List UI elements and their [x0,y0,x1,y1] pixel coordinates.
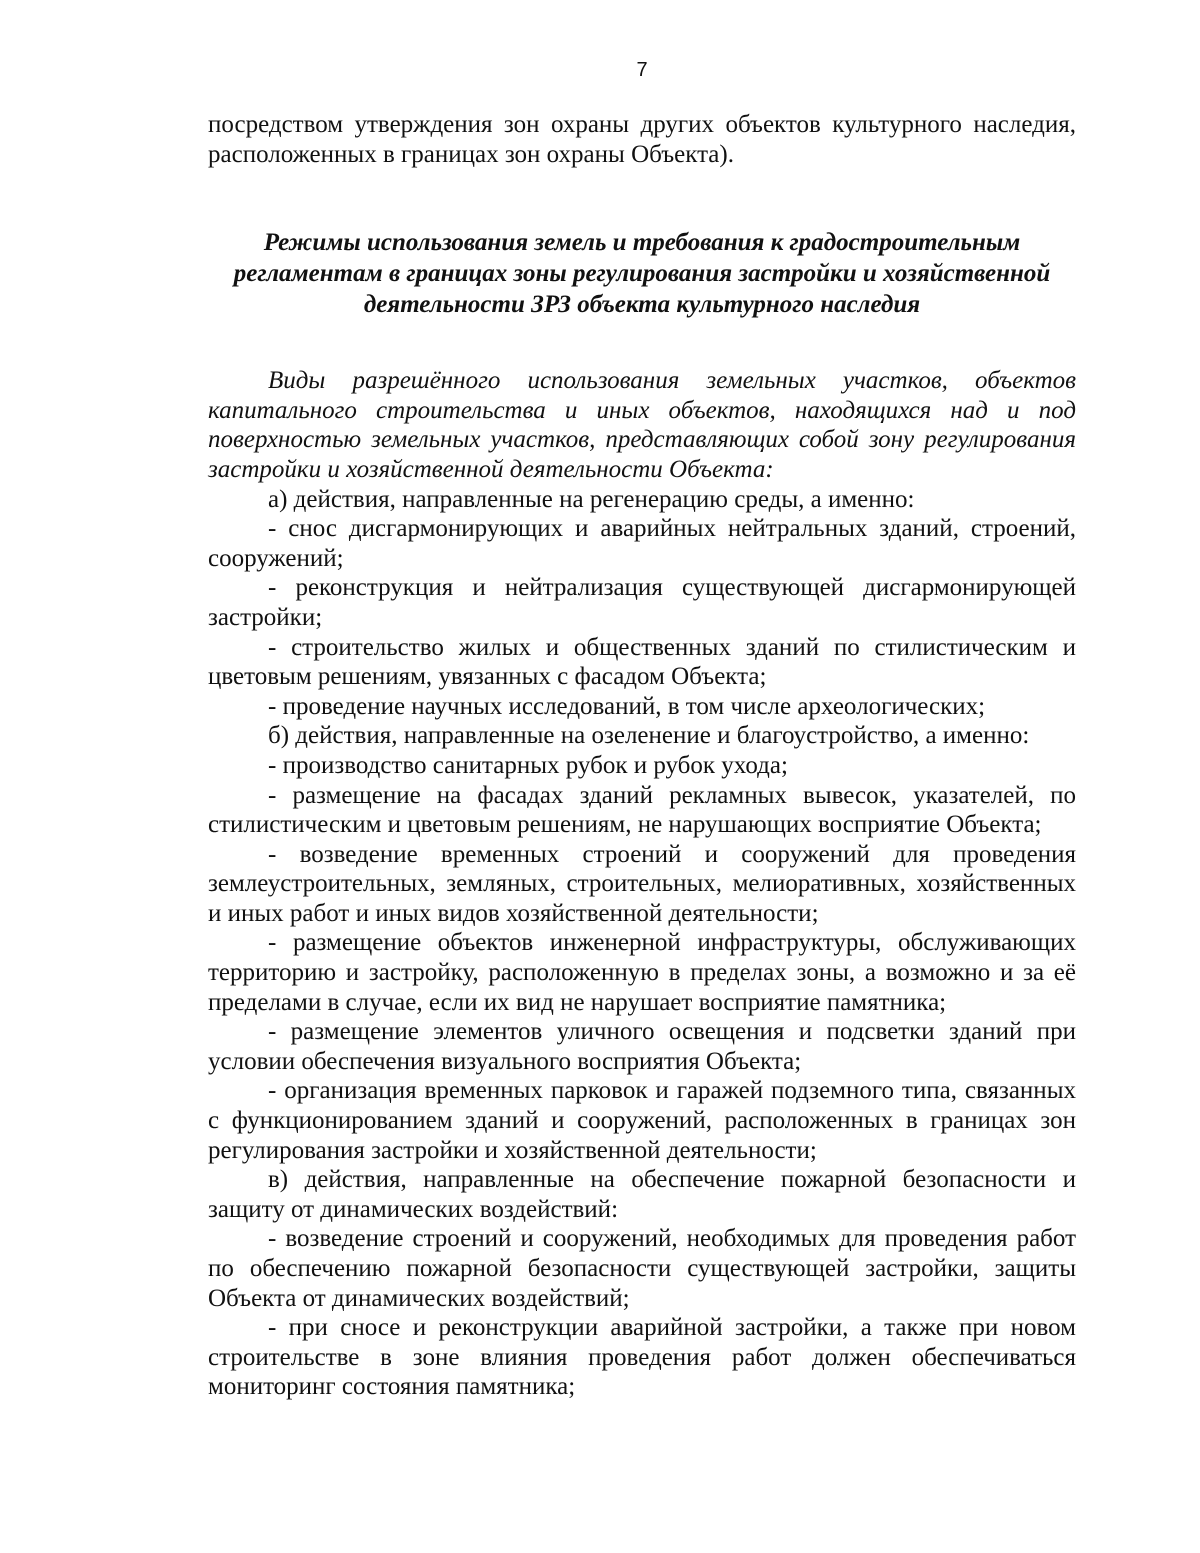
list-item: - при сносе и реконструкции аварийной застройки, а также при новом строительстве в зоне влияния проведения работ должен обеспечиваться мониторинг состояния памятника; [208,1314,1076,1401]
list-item: - строительство жилых и общественных зданий по стилистическим и цветовым решениям, увязанных с фасадом Объекта; [208,633,1076,691]
list-item: - размещение объектов инженерной инфраструктуры, обслуживающих территорию и застройку, расположенную в пределах зоны, а возможно и за её пределами в случае, если их вид не нарушает восприятие памятника; [208,929,1076,1016]
list-item: - размещение элементов уличного освещения и подсветки зданий при условии обеспечения визуального восприятия Объекта; [208,1018,1076,1075]
list-item: - размещение на фасадах зданий рекламных вывесок, указателей, по стилистическим и цветовым решениям, не нарушающих восприятие Объекта; [208,781,1076,839]
list-item: - возведение временных строений и сооружений для проведения землеустроительных, земляных, строительных, мелиоративных, хозяйственных и иных работ и иных видов хозяйственной деятельности; [208,840,1076,927]
list-item: - проведение научных исследований, в том числе археологических; [268,692,986,720]
lead-paragraph: Виды разрешённого использования земельных участков, объектов капитального строительства и иных объектов, находящихся над и под поверхностью земельных участков, представляющих собой зону регулирования застройки и хозяйственной деятельности Объекта: [208,367,1076,483]
list-item: б) действия, направленные на озеленение и благоустройство, а именно: [268,722,1030,750]
section-heading [208,227,1076,320]
intro-paragraph: посредством утверждения зон охраны других объектов культурного наследия, расположенных в границах зон охраны Объекта). [208,111,1076,168]
list-item: - снос дисгармонирующих и аварийных нейтральных зданий, строений, сооружений; [208,515,1076,572]
list-item: в) действия, направленные на обеспечение пожарной безопасности и защиту от динамических воздействий: [208,1166,1076,1223]
page-number: 7 [636,59,648,81]
list-item: - организация временных парковок и гаражей подземного типа, связанных с функционированием зданий и сооружений, расположенных в границах зон регулирования застройки и хозяйственной деятельности; [208,1077,1076,1164]
list-item: - производство санитарных рубок и рубок ухода; [268,751,788,779]
document-page [208,58,1076,1402]
list-item: - реконструкция и нейтрализация существующей дисгармонирующей застройки; [208,574,1076,631]
heading-line: регламентам в границах зоны регулирования застройки и хозяйственной [233,260,1051,288]
list-item: - возведение строений и сооружений, необходимых для проведения работ по обеспечению пожарной безопасности существующей застройки, защиты Объекта от динамических воздействий; [208,1225,1076,1312]
heading-line: Режимы использования земель и требования к градостроительным [263,229,1021,257]
list-item: а) действия, направленные на регенерацию среды, а именно: [268,485,915,513]
heading-line: деятельности ЗРЗ объекта культурного наследия [363,291,921,319]
